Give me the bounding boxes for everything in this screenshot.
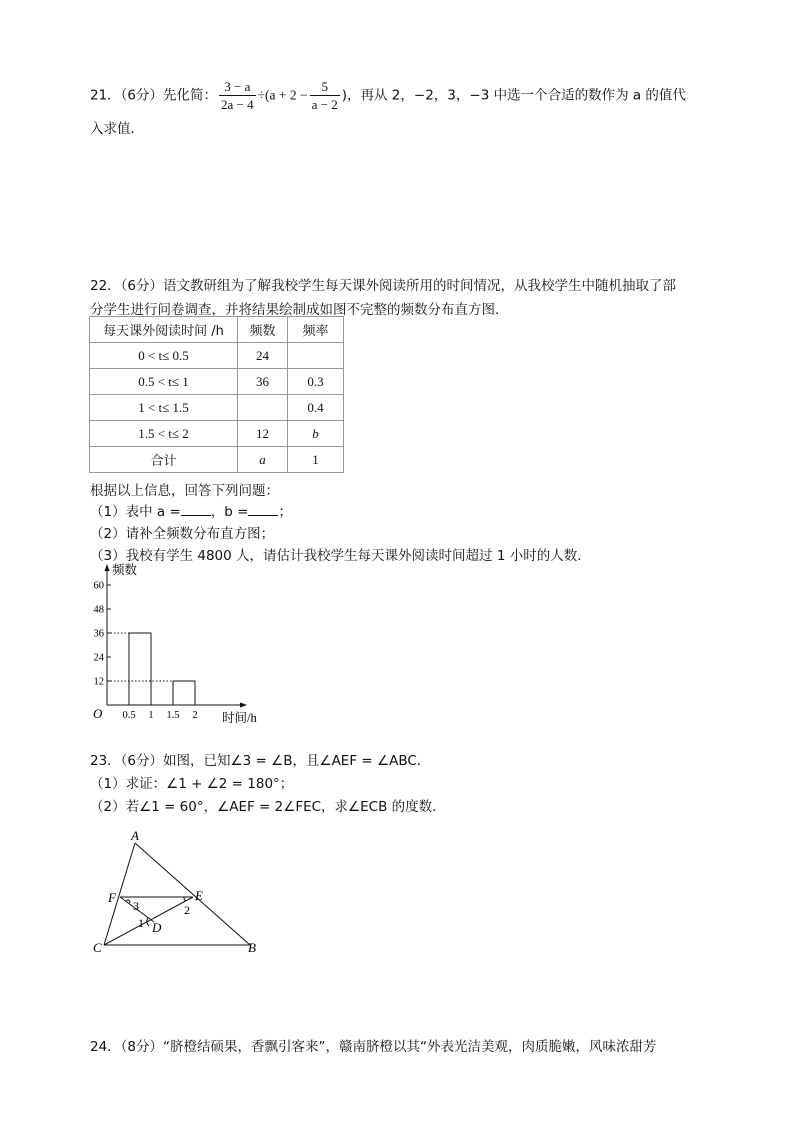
q21-line2: 入求值． (90, 121, 144, 137)
y-tick-label: 24 (93, 652, 104, 664)
q21-suffix: )，再从 2，−2，3，−3 中选一个合适的数作为 a 的值代 (341, 87, 686, 104)
q21-operator: ÷(a + 2 − (257, 87, 308, 103)
table-cell: 1.5 < t≤ 2 (90, 421, 238, 447)
table-cell: a (237, 447, 287, 473)
y-tick-label: 36 (93, 628, 104, 640)
q22-line2: 分学生进行问卷调查，并将结果绘制成如图不完整的频数分布直方图． (90, 302, 509, 318)
table-header: 每天课外阅读时间 /h (90, 317, 238, 343)
table-cell: b (288, 421, 344, 447)
label-angle-2: 2 (184, 903, 190, 917)
histogram-axes (105, 564, 248, 708)
table-row (90, 343, 344, 369)
x-tick-label: 0.5 (122, 710, 136, 721)
y-tick-label: 12 (93, 676, 104, 688)
q21-frac2-denominator: a − 2 (311, 97, 338, 112)
table-row (90, 447, 344, 473)
histogram-bar (129, 633, 151, 705)
table-cell: 36 (237, 369, 287, 395)
answer-blank-b[interactable] (248, 503, 278, 516)
histogram-bar (173, 681, 195, 705)
table-cell: 0.5 < t≤ 1 (90, 369, 238, 395)
table-header-row (90, 317, 344, 343)
label-angle-1: 1 (138, 916, 144, 930)
q22-sub1-a: （1）表中 a = (90, 504, 181, 520)
table-cell: 12 (237, 421, 287, 447)
table-cell: 0.3 (288, 369, 344, 395)
q21-line1 (90, 78, 686, 113)
table-cell (237, 395, 287, 421)
x-tick-label: 2 (192, 710, 198, 721)
label-a: A (131, 830, 139, 843)
x-tick-label: 1 (148, 710, 154, 721)
table-row (90, 395, 344, 421)
q22-sub2: （2）请补全频数分布直方图； (90, 526, 275, 542)
label-angle-3: 3 (133, 899, 139, 913)
histogram-marks (94, 581, 198, 722)
label-b: B (248, 940, 256, 955)
table-header: 频率 (288, 317, 344, 343)
q21-fraction-2 (310, 78, 340, 113)
q22-intro: 根据以上信息，回答下列问题： (90, 483, 279, 499)
table-cell: 1 < t≤ 1.5 (90, 395, 238, 421)
table-cell: 0 < t≤ 0.5 (90, 343, 238, 369)
y-tick-label: 60 (93, 580, 104, 592)
table-cell: 24 (237, 343, 287, 369)
angle-1-arc (147, 918, 149, 926)
q21-prefix: 21．（6分）先化简： (90, 87, 218, 104)
label-e: E (195, 888, 203, 903)
geometry-figure (88, 830, 268, 960)
y-tick-label: 48 (93, 604, 104, 616)
q22-sub3: （3）我校有学生 4800 人，请估计我校学生每天课外阅读时间超过 1 小时的人数． (90, 548, 591, 564)
q23-line1: 23．（6分）如图，已知∠3 = ∠B，且∠AEF = ∠ABC． (90, 753, 431, 769)
q21-frac1-numerator: 3 − a (219, 78, 256, 96)
q21-fraction-1 (219, 78, 256, 113)
table-header: 频数 (237, 317, 287, 343)
table-cell: 合计 (90, 447, 238, 473)
y-axis-arrow (105, 564, 110, 571)
q22-line1: 22．（6分）语文教研组为了解我校学生每天课外阅读所用的时间情况，从我校学生中随机抽取了部 (90, 278, 677, 294)
table-cell: 1 (288, 447, 344, 473)
label-d: D (152, 920, 162, 935)
label-c: C (93, 940, 102, 955)
answer-blank-a[interactable] (181, 503, 211, 516)
q24-line1: 24．（8分）“脐橙结硕果，香飘引客来”，赣南脐橙以其“外表光洁美观，肉质脆嫩，风味浓甜芳 (90, 1039, 657, 1055)
angle-2-arc (184, 897, 187, 901)
x-tick-label: 1.5 (166, 710, 180, 721)
table-row (90, 421, 344, 447)
frequency-table (89, 316, 344, 473)
origin-label: O (93, 706, 103, 721)
q21-frac1-denominator: 2a − 4 (221, 97, 254, 112)
q22-sub1-c: ； (278, 504, 292, 520)
table-row (90, 369, 344, 395)
x-axis-label: 时间/h (222, 711, 257, 725)
label-f: F (108, 890, 116, 905)
table-cell: 0.4 (288, 395, 344, 421)
segment-ce (104, 897, 193, 945)
q21-frac2-numerator: 5 (310, 78, 340, 96)
q22-sub1 (90, 500, 292, 520)
q23-sub1: （1）求证：∠1 + ∠2 = 180°； (90, 776, 294, 792)
frequency-histogram (80, 560, 280, 730)
q23-sub2: （2）若∠1 = 60°，∠AEF = 2∠FEC，求∠ECB 的度数． (90, 799, 446, 815)
q22-sub1-b: ，b = (210, 504, 249, 520)
y-axis-label: 频数 (112, 563, 138, 577)
x-axis-arrow (240, 703, 247, 708)
table-cell (288, 343, 344, 369)
